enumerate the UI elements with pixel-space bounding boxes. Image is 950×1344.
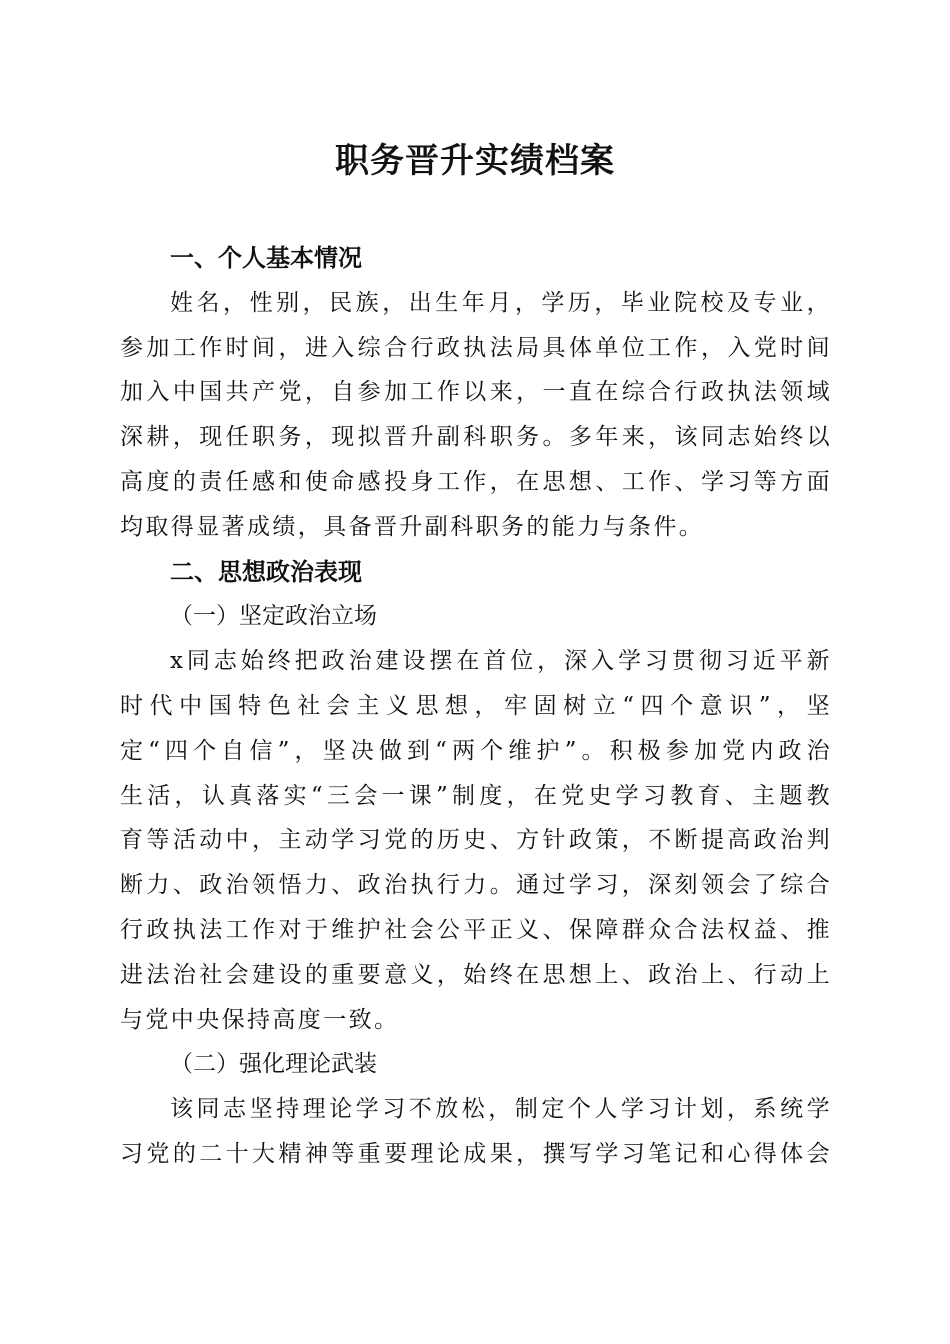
subsection-heading-political-stance: （一）坚定政治立场 [170,603,377,630]
text-line: 定“四个自信”，坚决做到“两个维护”。积极参加党内政治 [120,737,832,764]
text-line: 与党中央保持高度一致。 [120,1006,400,1033]
text-line: 习党的二十大精神等重要理论成果，撰写学习笔记和心得体会 [120,1140,832,1167]
text-line: 时代中国特色社会主义思想，牢固树立“四个意识”，坚 [120,692,832,719]
text-line: 加入中国共产党，自参加工作以来，一直在综合行政执法领域 [120,379,832,406]
text-line: 进法治社会建设的重要意义，始终在思想上、政治上、行动上 [120,961,832,988]
subsection-heading-theory: （二）强化理论武装 [170,1051,377,1078]
text-line: 生活，认真落实“三会一课”制度，在党史学习教育、主题教 [120,782,832,809]
section-heading-basic-info: 一、个人基本情况 [170,244,362,272]
text-line: 高度的责任感和使命感投身工作，在思想、工作、学习等方面 [120,468,832,495]
text-line: 断力、政治领悟力、政治执行力。通过学习，深刻领会了综合 [120,872,832,899]
text-line: 姓名，性别，民族，出生年月，学历，毕业院校及专业， [170,289,832,316]
text-line: 均取得显著成绩，具备晋升副科职务的能力与条件。 [120,513,705,540]
text-line: 育等活动中，主动学习党的历史、方针政策，不断提高政治判 [120,827,832,854]
document-title: 职务晋升实绩档案 [335,141,615,181]
text-line: 深耕，现任职务，现拟晋升副科职务。多年来，该同志始终以 [120,424,832,451]
paragraph-political-stance [120,639,832,1042]
text-line: 参加工作时间，进入综合行政执法局具体单位工作，入党时间 [120,334,832,361]
document-body [120,236,832,1177]
paragraph-theory [120,1087,832,1177]
paragraph-basic-info [120,281,832,550]
section-heading-political: 二、思想政治表现 [170,557,362,586]
text-line: x同志始终把政治建设摆在首位，深入学习贯彻习近平新 [170,648,832,675]
text-line: 该同志坚持理论学习不放松，制定个人学习计划，系统学 [170,1096,832,1123]
text-line: 行政执法工作对于维护社会公平正义、保障群众合法权益、推 [120,916,832,943]
